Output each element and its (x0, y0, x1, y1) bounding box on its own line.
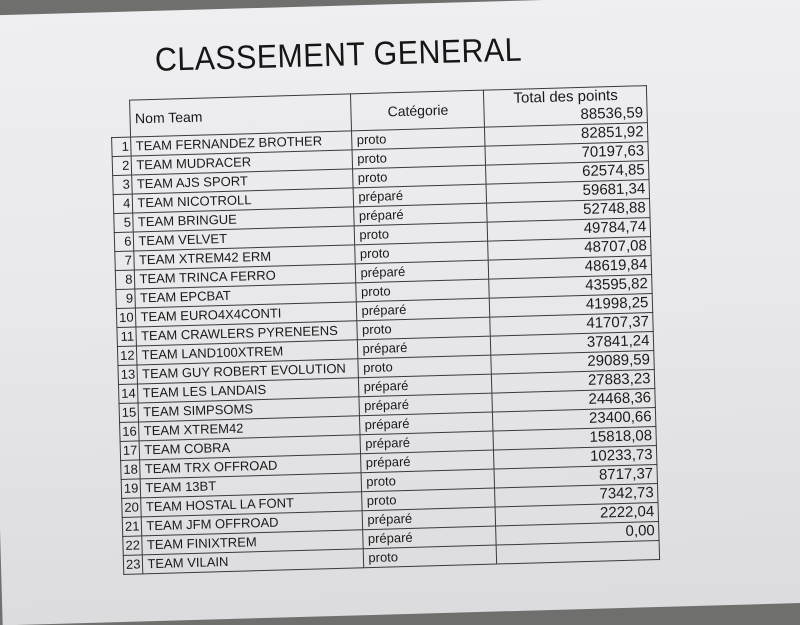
category-cell: proto (362, 488, 495, 511)
category-cell: préparé (363, 526, 496, 549)
team-name-cell: TEAM 13BT (141, 473, 362, 498)
category-column-header: Catégorie (351, 90, 485, 131)
category-cell: proto (352, 127, 485, 150)
points-column-header (484, 86, 648, 128)
rank-cell: 20 (122, 498, 142, 518)
team-name-cell: TEAM TRINCA FERRO (135, 264, 356, 289)
category-cell: proto (353, 146, 486, 169)
rank-cell: 19 (121, 479, 141, 499)
rank-cell: 13 (118, 365, 138, 385)
category-cell: préparé (360, 431, 493, 454)
rank-cell: 9 (116, 289, 136, 309)
points-cell: 43595,82 (489, 275, 652, 299)
points-cell (497, 540, 660, 564)
team-name-cell: TEAM MUDRACER (132, 150, 353, 175)
rank-cell: 5 (114, 213, 134, 233)
category-cell: proto (356, 279, 489, 302)
category-cell: proto (353, 165, 486, 188)
points-cell: 41998,25 (490, 294, 653, 318)
points-cell: 8717,37 (494, 464, 657, 488)
rank-cell: 10 (116, 308, 136, 328)
rank-cell: 3 (113, 175, 133, 195)
category-cell: préparé (357, 298, 490, 321)
category-cell: proto (358, 355, 491, 378)
rank-cell: 16 (120, 422, 140, 442)
team-name-cell: TEAM COBRA (140, 435, 361, 460)
ranking-table (110, 85, 661, 575)
category-cell: proto (355, 222, 488, 245)
category-cell: préparé (358, 336, 491, 359)
team-name-cell: TEAM EURO4X4CONTI (136, 302, 357, 327)
points-cell: 52748,88 (487, 199, 650, 223)
rank-cell: 4 (113, 194, 133, 214)
rank-cell: 14 (118, 384, 138, 404)
team-name-cell: TEAM BRINGUE (133, 207, 354, 232)
points-cell: 70197,63 (485, 142, 648, 166)
team-name-cell: TEAM FERNANDEZ BROTHER (131, 131, 352, 156)
rank-cell: 15 (119, 403, 139, 423)
team-name-cell: TEAM AJS SPORT (132, 169, 353, 194)
points-cell: 29089,59 (491, 351, 654, 375)
team-name-cell: TEAM VILAIN (143, 549, 364, 574)
team-name-cell: TEAM VELVET (134, 226, 355, 251)
points-cell: 49784,74 (488, 218, 651, 242)
points-header-value: 88536,59 (580, 104, 644, 123)
team-name-cell: TEAM JFM OFFROAD (142, 511, 363, 536)
team-name-cell: TEAM NICOTROLL (133, 188, 354, 213)
points-cell: 82851,92 (485, 123, 648, 147)
category-cell: préparé (363, 507, 496, 530)
category-cell: préparé (359, 393, 492, 416)
rank-cell: 17 (120, 441, 140, 461)
category-cell: proto (362, 469, 495, 492)
team-name-cell: TEAM XTREM42 ERM (134, 245, 355, 270)
rank-cell: 1 (112, 137, 132, 157)
team-name-cell: TEAM XTREM42 (139, 416, 360, 441)
page-title: CLASSEMENT GENERAL (154, 30, 523, 78)
team-name-cell: TEAM EPCBAT (135, 283, 356, 308)
category-cell: préparé (354, 203, 487, 226)
rank-cell: 11 (117, 327, 137, 347)
team-name-cell: TEAM LAND100XTREM (137, 340, 358, 365)
rank-cell: 18 (121, 460, 141, 480)
category-cell: préparé (360, 412, 493, 435)
points-cell: 59681,34 (487, 180, 650, 204)
category-cell: préparé (359, 374, 492, 397)
points-cell: 48619,84 (489, 256, 652, 280)
team-name-cell: TEAM GUY ROBERT EVOLUTION (137, 359, 358, 384)
points-cell: 23400,66 (493, 408, 656, 432)
category-cell: proto (364, 545, 497, 568)
points-cell: 7342,73 (495, 483, 658, 507)
rank-cell: 6 (114, 232, 134, 252)
team-name-cell: TEAM SIMPSOMS (138, 397, 359, 422)
team-column-header: Nom Team (130, 94, 352, 137)
team-name-cell: TEAM FINIXTREM (142, 530, 363, 555)
rank-cell: 2 (112, 156, 132, 176)
rank-cell: 8 (115, 270, 135, 290)
rank-cell: 21 (122, 517, 142, 537)
rank-cell: 7 (115, 251, 135, 271)
points-cell: 41707,37 (490, 313, 653, 337)
rank-cell: 22 (123, 536, 143, 556)
points-cell: 27883,23 (492, 370, 655, 394)
team-name-cell: TEAM CRAWLERS PYRENEENS (136, 321, 357, 346)
team-name-cell: TEAM HOSTAL LA FONT (141, 492, 362, 517)
points-cell: 48707,08 (488, 237, 651, 261)
team-name-cell: TEAM LES LANDAIS (138, 378, 359, 403)
points-cell: 24468,36 (492, 389, 655, 413)
rank-header (111, 100, 131, 138)
category-cell: proto (355, 241, 488, 264)
points-cell: 2222,04 (496, 502, 659, 526)
category-cell: préparé (361, 450, 494, 473)
category-cell: préparé (356, 260, 489, 283)
points-cell: 0,00 (496, 521, 659, 545)
points-cell: 37841,24 (491, 332, 654, 356)
category-cell: préparé (354, 184, 487, 207)
team-name-cell: TEAM TRX OFFROAD (140, 454, 361, 479)
rank-cell: 23 (123, 555, 143, 575)
rank-cell: 12 (117, 346, 137, 366)
points-cell: 62574,85 (486, 161, 649, 185)
points-cell: 10233,73 (494, 445, 657, 469)
category-cell: proto (357, 317, 490, 340)
points-cell: 15818,08 (493, 426, 656, 450)
points-column-title: Total des points (513, 86, 618, 107)
